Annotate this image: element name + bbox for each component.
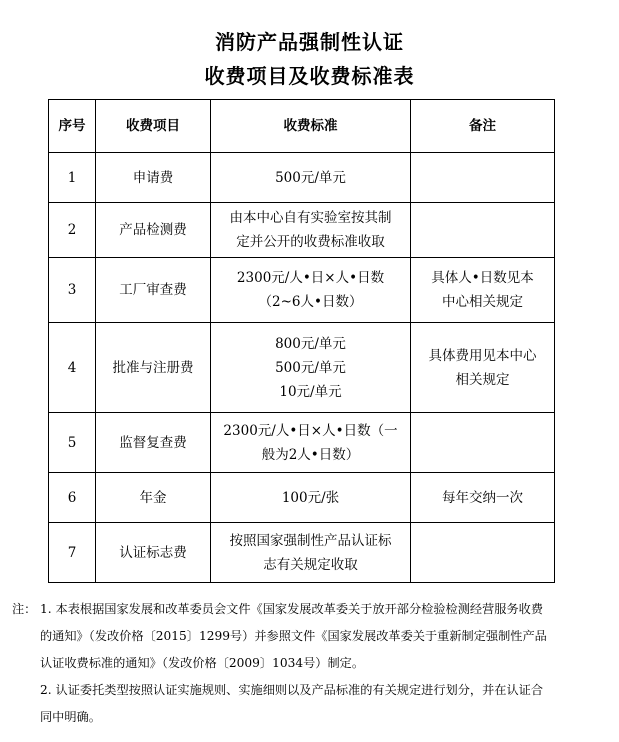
remark-line: 具体费用见本中心 bbox=[428, 347, 537, 364]
fee-standard-line: 100元/张 bbox=[281, 489, 340, 506]
cell-serial-number: 6 bbox=[49, 473, 96, 523]
table-row bbox=[49, 203, 555, 258]
cell-fee-item: 申请费 bbox=[96, 153, 211, 203]
cell-fee-item: 认证标志费 bbox=[96, 523, 211, 583]
note-line: 认证收费标准的通知》（发改价格〔2009〕1034号）制定。 bbox=[40, 656, 365, 670]
fee-standard-line: 2300元/人•日×人•日数（一 bbox=[223, 422, 398, 439]
header-serial-number: 序号 bbox=[49, 100, 96, 153]
fee-standard-line: 500元/单元 bbox=[275, 169, 346, 186]
table-header-row bbox=[49, 100, 555, 153]
cell-fee-item: 监督复查费 bbox=[96, 413, 211, 473]
cell-serial-number: 2 bbox=[49, 203, 96, 258]
remark-line: 具体人•日数见本 bbox=[431, 270, 534, 286]
fee-standard-line: 志有关规定收取 bbox=[263, 556, 358, 573]
cell-fee-item: 产品检测费 bbox=[96, 203, 211, 258]
fee-standard-line: 由本中心自有实验室按其制 bbox=[229, 210, 392, 226]
fee-standard-line: 10元/单元 bbox=[279, 383, 342, 400]
remark-line: 每年交纳一次 bbox=[442, 489, 523, 506]
fee-standard-line: 2300元/人•日×人•日数 bbox=[236, 270, 385, 286]
table-row bbox=[49, 413, 555, 473]
cell-fee-standard bbox=[211, 413, 411, 473]
cell-remark bbox=[411, 153, 555, 203]
note-indent bbox=[12, 677, 40, 731]
document-title-line-1: 消防产品强制性认证 bbox=[215, 30, 404, 54]
cell-remark bbox=[411, 203, 555, 258]
cell-serial-number: 5 bbox=[49, 413, 96, 473]
cell-remark bbox=[411, 523, 555, 583]
header-fee-item: 收费项目 bbox=[96, 100, 211, 153]
cell-remark bbox=[411, 258, 555, 323]
table-row bbox=[49, 153, 555, 203]
cell-fee-standard bbox=[211, 153, 411, 203]
fee-standard-line: （2~6人•日数） bbox=[258, 294, 363, 310]
table-body bbox=[49, 153, 555, 583]
note-line: 1. 本表根据国家发展和改革委员会文件《国家发展改革委关于放开部分检验检测经营服务收费 bbox=[40, 602, 544, 616]
cell-serial-number: 1 bbox=[49, 153, 96, 203]
notes-label: 注： bbox=[12, 602, 37, 616]
cell-fee-standard bbox=[211, 258, 411, 323]
fee-standard-line: 般为2人•日数） bbox=[261, 446, 360, 463]
fee-table bbox=[48, 99, 555, 583]
note-line: 同中明确。 bbox=[40, 710, 101, 724]
cell-fee-standard bbox=[211, 523, 411, 583]
note-line: 的通知》（发改价格〔2015〕1299号）并参照文件《国家发展改革委关于重新制定强制性产品 bbox=[40, 629, 547, 643]
cell-remark bbox=[411, 413, 555, 473]
cell-remark bbox=[411, 323, 555, 413]
fee-standard-line: 800元/单元 bbox=[275, 335, 346, 352]
table-row bbox=[49, 258, 555, 323]
cell-fee-item: 工厂审查费 bbox=[96, 258, 211, 323]
fee-standard-line: 定并公开的收费标准收取 bbox=[236, 234, 385, 250]
fee-standard-line: 按照国家强制性产品认证标 bbox=[229, 532, 392, 549]
table-row bbox=[49, 473, 555, 523]
note-line: 2. 认证委托类型按照认证实施规则、实施细则以及产品标准的有关规定进行划分，并在认证合 bbox=[40, 683, 544, 697]
cell-fee-standard bbox=[211, 473, 411, 523]
remark-line: 中心相关规定 bbox=[442, 294, 523, 310]
cell-fee-standard bbox=[211, 323, 411, 413]
cell-fee-item: 批准与注册费 bbox=[96, 323, 211, 413]
note-text bbox=[40, 677, 608, 731]
note-text bbox=[40, 596, 608, 677]
notes-section bbox=[12, 596, 608, 731]
table-row bbox=[49, 323, 555, 413]
note-item bbox=[12, 677, 608, 731]
cell-remark bbox=[411, 473, 555, 523]
header-remark: 备注 bbox=[411, 100, 555, 153]
cell-fee-standard bbox=[211, 203, 411, 258]
cell-fee-item: 年金 bbox=[96, 473, 211, 523]
header-fee-standard: 收费标准 bbox=[211, 100, 411, 153]
fee-standard-line: 500元/单元 bbox=[275, 359, 346, 376]
note-item bbox=[12, 596, 608, 677]
cell-serial-number: 7 bbox=[49, 523, 96, 583]
document-title-line-2: 收费项目及收费标准表 bbox=[204, 64, 415, 88]
cell-serial-number: 4 bbox=[49, 323, 96, 413]
table-row bbox=[49, 523, 555, 583]
cell-serial-number: 3 bbox=[49, 258, 96, 323]
remark-line: 相关规定 bbox=[455, 371, 510, 388]
